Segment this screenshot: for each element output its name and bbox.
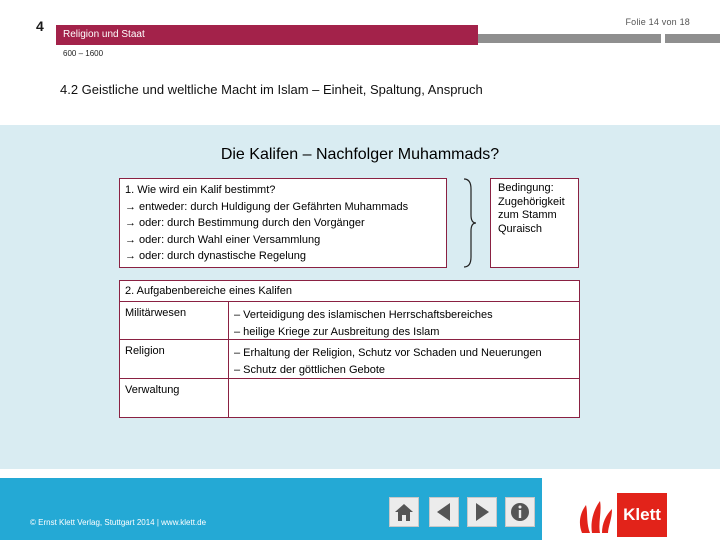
row-item: – Schutz der göttlichen Gebote	[234, 363, 386, 376]
klett-logo-icon	[572, 493, 616, 537]
footer-bar	[0, 478, 542, 540]
row-label: Verwaltung	[125, 384, 180, 396]
option-item: → entweder: durch Huldigung der Gefährten Muhammads	[125, 200, 409, 213]
back-icon	[433, 501, 455, 523]
row-label: Religion	[125, 345, 165, 357]
home-button[interactable]	[389, 497, 419, 527]
header-gray-bar	[478, 34, 720, 43]
row-item: – Verteidigung des islamischen Herrschaftsbereiches	[234, 309, 493, 321]
option-item: → oder: durch Wahl einer Versammlung	[125, 233, 321, 246]
tasks-table	[119, 302, 580, 418]
slide-subtitle: 4.2 Geistliche und weltliche Macht im Islam – Einheit, Spaltung, Anspruch	[60, 82, 483, 97]
copyright-text: © Ernst Klett Verlag, Stuttgart 2014 | www.klett.de	[30, 518, 207, 527]
question-box	[119, 178, 447, 268]
condition-title: Bedingung:	[498, 182, 554, 194]
period-label: 600 – 1600	[63, 49, 104, 58]
question-text: 1. Wie wird ein Kalif bestimmt?	[125, 184, 276, 196]
table-row	[120, 379, 579, 417]
row-content	[234, 307, 493, 340]
table-row	[120, 340, 579, 379]
klett-logo[interactable]	[617, 493, 667, 537]
condition-line: Zugehörigkeit	[498, 195, 565, 208]
tasks-heading: 2. Aufgabenbereiche eines Kalifen	[119, 280, 580, 302]
home-icon	[393, 501, 415, 523]
condition-box	[490, 178, 579, 268]
option-item: → oder: durch Bestimmung durch den Vorgänger	[125, 217, 365, 229]
content-panel	[0, 125, 720, 469]
info-icon	[509, 501, 531, 523]
section-heading: Die Kalifen – Nachfolger Muhammads?	[220, 146, 500, 163]
condition-line: zum Stamm	[498, 209, 557, 221]
slide-count: Folie 14 von 18	[625, 17, 690, 27]
row-item: – Erhaltung der Religion, Schutz vor Schaden und Neuerungen	[234, 347, 542, 359]
row-label: Militärwesen	[125, 307, 187, 319]
row-content	[234, 345, 542, 378]
table-row	[120, 302, 579, 340]
info-button[interactable]	[505, 497, 535, 527]
slide-title: Religion und Staat	[63, 29, 145, 40]
next-button[interactable]	[467, 497, 497, 527]
slide-number: 4	[36, 18, 44, 34]
brace-icon	[460, 177, 480, 269]
forward-icon	[471, 501, 493, 523]
previous-button[interactable]	[429, 497, 459, 527]
title-bar	[56, 25, 478, 45]
logo-text: Klett	[623, 505, 661, 524]
option-item: → oder: durch dynastische Regelung	[125, 250, 306, 262]
row-item: – heilige Kriege zur Ausbreitung des Islam	[234, 325, 440, 338]
condition-line: Quraisch	[498, 222, 543, 235]
